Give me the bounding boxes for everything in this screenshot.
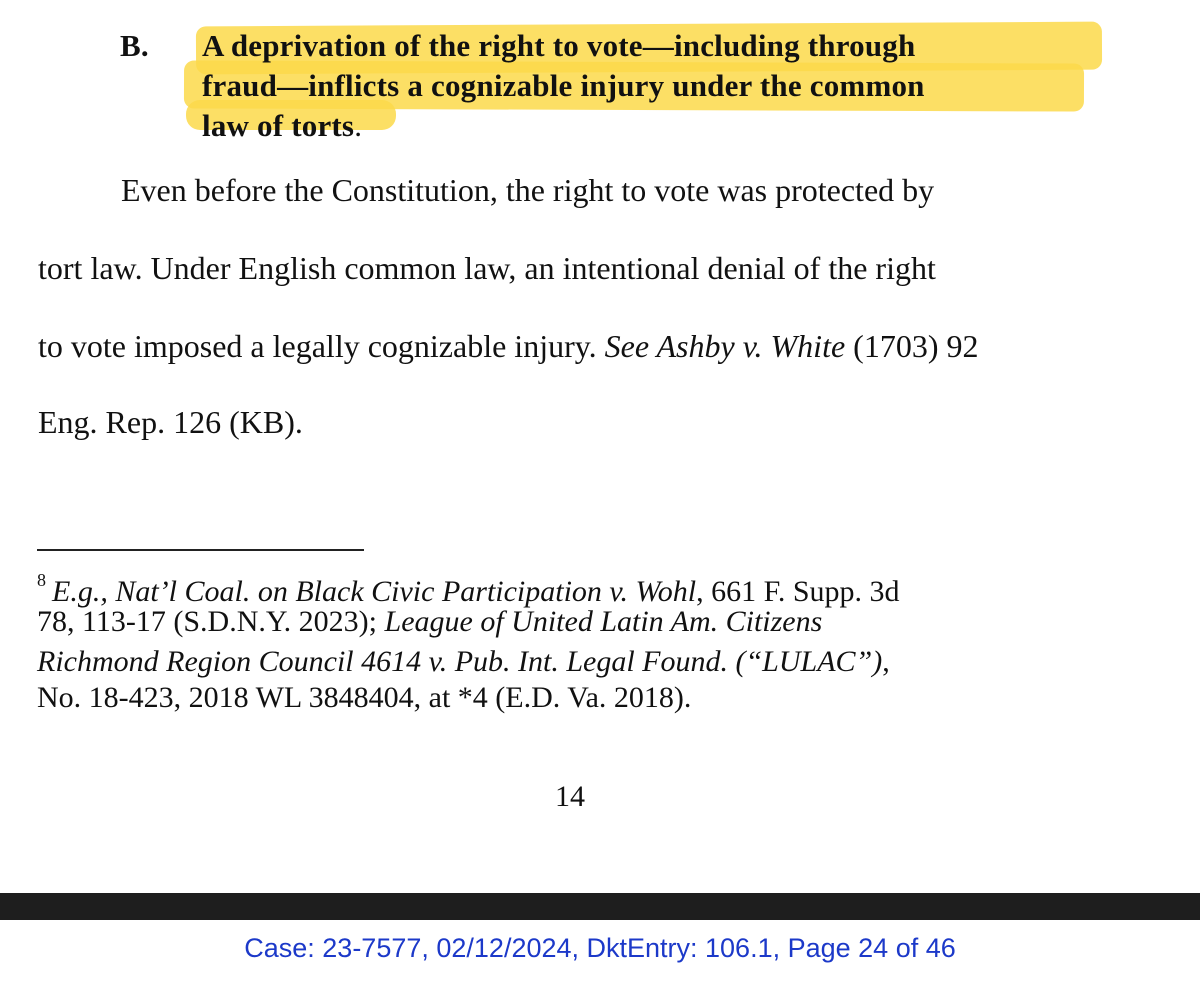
- heading-line: [202, 106, 362, 146]
- footnote-citation: Richmond Region Council 4614 v. Pub. Int. Legal Found. (“LULAC”): [37, 645, 883, 678]
- heading-line-text: law of torts: [202, 108, 355, 143]
- footnote-number: 8: [37, 570, 46, 590]
- footnote-line: [37, 604, 822, 640]
- footnote-divider: [37, 549, 364, 551]
- footnote-line: [37, 644, 890, 680]
- body-text-line: tort law. Under English common law, an intentional denial of the right: [38, 250, 936, 286]
- heading-period: .: [354, 108, 363, 143]
- heading-line: fraud—inflicts a cognizable injury under the common: [202, 68, 925, 103]
- page-separator-bar: [0, 893, 1200, 920]
- footnote-line: No. 18-423, 2018 WL 3848404, at *4 (E.D. Va. 2018).: [37, 681, 692, 714]
- footnote-citation: E.g., Nat’l Coal. on Black Civic Participation v. Wohl: [52, 575, 697, 608]
- body-text-line: Even before the Constitution, the right to vote was protected by: [121, 172, 935, 208]
- body-text-line: [38, 326, 978, 366]
- case-citation: See Ashby v. White: [604, 328, 846, 364]
- footnote-text: , 661 F. Supp. 3d: [696, 575, 900, 608]
- heading-line: A deprivation of the right to vote—including through: [202, 28, 916, 63]
- page-number: 14: [555, 780, 585, 813]
- footnote-text: 78, 113-17 (S.D.N.Y. 2023);: [37, 605, 385, 638]
- body-text: (1703) 92: [845, 328, 979, 364]
- body-text-line: Eng. Rep. 126 (KB).: [38, 404, 303, 440]
- section-letter: B.: [120, 28, 149, 63]
- footnote-text: ,: [882, 645, 890, 678]
- case-footer: Case: 23-7577, 02/12/2024, DktEntry: 106.1, Page 24 of 46: [244, 933, 956, 963]
- body-text: to vote imposed a legally cognizable injury.: [38, 328, 605, 364]
- footnote-citation: League of United Latin Am. Citizens: [384, 605, 823, 638]
